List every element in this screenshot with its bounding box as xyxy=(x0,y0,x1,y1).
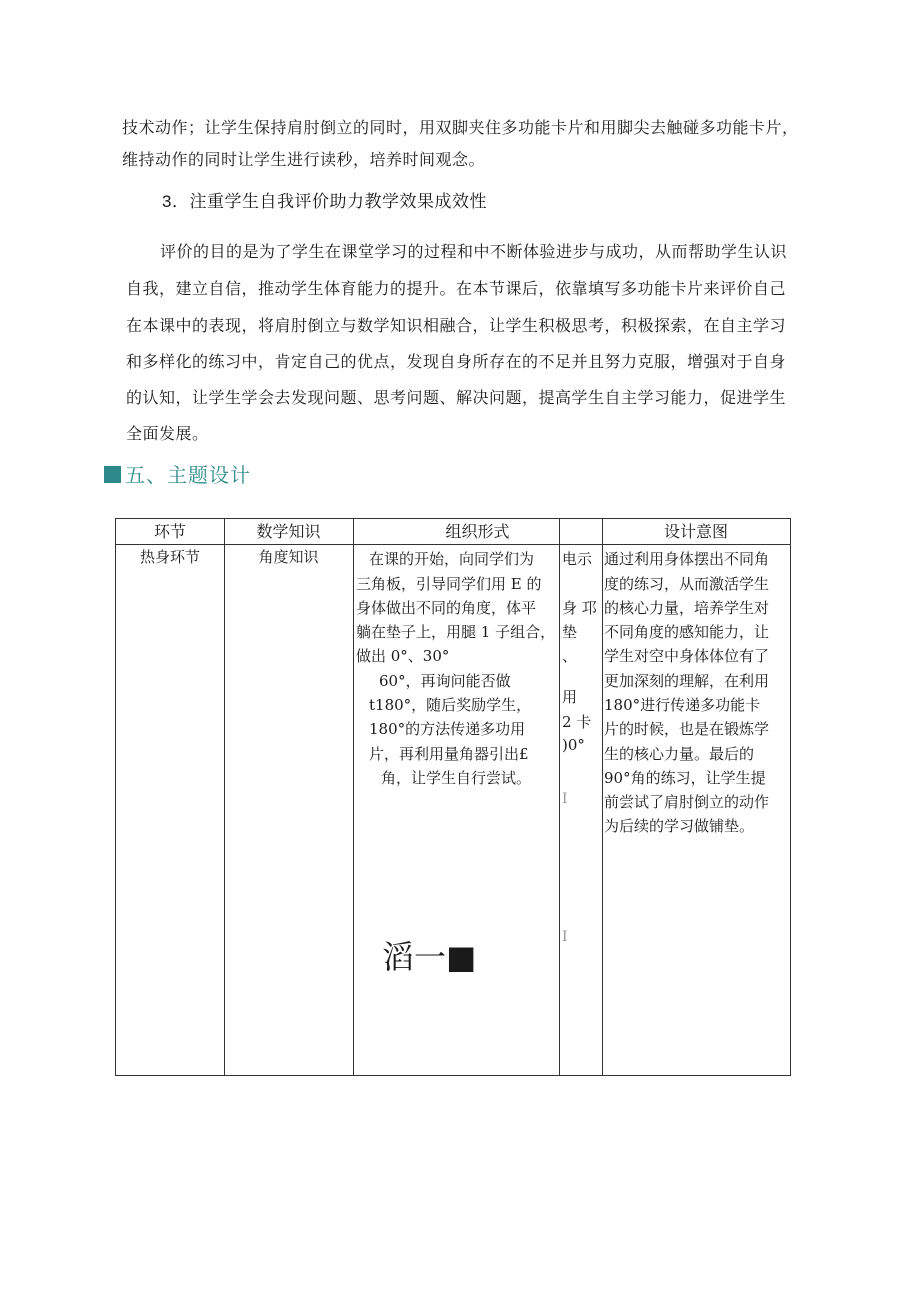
header-divider xyxy=(116,544,790,545)
purpose-line: 通过利用身体摆出不同角 xyxy=(604,550,770,568)
narrow-line: )0° xyxy=(562,736,585,754)
narrow-line: 身 邛 xyxy=(562,599,597,617)
paragraph-line: 和多样化的练习中，肯定自己的优点，发现自身所存在的不足并且努力克服，增强对于自身 xyxy=(126,352,787,371)
org-line: 在课的开始，向同学们为 xyxy=(369,550,535,568)
column-divider xyxy=(602,519,603,1075)
purpose-line: 学生对空中身体体位有了 xyxy=(604,647,770,665)
scan-mark: I xyxy=(562,791,568,807)
cell-stage: 热身环节 xyxy=(139,548,200,566)
header-math: 数学知识 xyxy=(256,522,321,541)
subsection-title: ．注重学生自我评价助力教学效果成效性 xyxy=(171,192,487,212)
purpose-line: 生的核心力量。最后的 xyxy=(604,745,755,763)
narrow-line: 垫 xyxy=(562,623,578,641)
org-line: 角，让学生自行尝试。 xyxy=(381,769,532,787)
org-line: 做出 0°、30° xyxy=(356,647,450,665)
org-line: 三角板，引导同学们用 E 的 xyxy=(356,575,542,593)
paragraph-line: 维持动作的同时让学生进行读秒，培养时间观念。 xyxy=(122,150,486,169)
purpose-line: 90°角的练习，让学生提 xyxy=(604,769,766,787)
header-organization: 组织形式 xyxy=(445,522,510,541)
column-divider xyxy=(559,519,560,1075)
purpose-line: 180°进行传递多功能卡 xyxy=(604,696,761,714)
org-line: 60°，再询问能否做 xyxy=(379,672,511,690)
paragraph-line: 的认知，让学生学会去发现问题、思考问题、解决问题，提高学生自主学习能力，促进学生 xyxy=(126,388,787,407)
paragraph-line: 评价的目的是为了学生在课堂学习的过程和中不断体验进步与成功，从而帮助学生认识 xyxy=(160,242,788,261)
column-divider xyxy=(353,519,354,1075)
scan-mark: I xyxy=(562,929,568,945)
design-table xyxy=(115,518,791,1076)
narrow-line: 2 卡 xyxy=(562,713,592,731)
column-divider xyxy=(224,519,225,1075)
narrow-line: 用 xyxy=(562,688,578,706)
paragraph-line: 在本课中的表现，将肩肘倒立与数学知识相融合，让学生积极思考，积极探索，在自主学习 xyxy=(126,316,787,335)
section-heading xyxy=(104,462,251,488)
header-purpose: 设计意图 xyxy=(663,522,728,541)
purpose-line: 的核心力量，培养学生对 xyxy=(604,599,770,617)
org-line: 身体做出不同的角度，体平 xyxy=(356,599,537,617)
subsection-number: 3 xyxy=(162,192,172,211)
purpose-line: 更加深刻的理解，在利用 xyxy=(604,672,770,690)
org-line: 躺在垫子上，用腿 1 子组合， xyxy=(356,623,556,641)
paragraph-line: 全面发展。 xyxy=(126,424,209,443)
section-title: 五、主题设计 xyxy=(125,463,251,487)
purpose-line: 为后续的学习做铺垫。 xyxy=(604,817,755,835)
purpose-line: 度的练习，从而激活学生 xyxy=(604,575,770,593)
paragraph-line: 自我，建立自信，推动学生体育能力的提升。在本节课后，依靠填写多功能卡片来评价自己 xyxy=(126,279,787,298)
purpose-line: 不同角度的感知能力，让 xyxy=(604,623,770,641)
cell-math: 角度知识 xyxy=(258,548,319,566)
purpose-line: 片的时候，也是在锻炼学 xyxy=(604,720,770,738)
garbled-glyph: 滔一■ xyxy=(382,938,477,976)
org-line: t180°，随后奖励学生， xyxy=(369,696,532,714)
org-line: 180°的方法传递多功用 xyxy=(369,720,526,738)
square-bullet-icon xyxy=(104,466,121,483)
org-line: 片，再利用量角器引出£ xyxy=(369,745,529,763)
header-stage: 环节 xyxy=(153,522,186,541)
narrow-line: 电示 xyxy=(562,550,593,568)
purpose-line: 前尝试了肩肘倒立的动作 xyxy=(604,793,770,811)
paragraph-line: 技术动作；让学生保持肩肘倒立的同时，用双脚夹住多功能卡片和用脚尖去触碰多功能卡片， xyxy=(122,118,799,137)
subsection-heading xyxy=(162,192,487,212)
narrow-line: 、 xyxy=(562,647,578,665)
